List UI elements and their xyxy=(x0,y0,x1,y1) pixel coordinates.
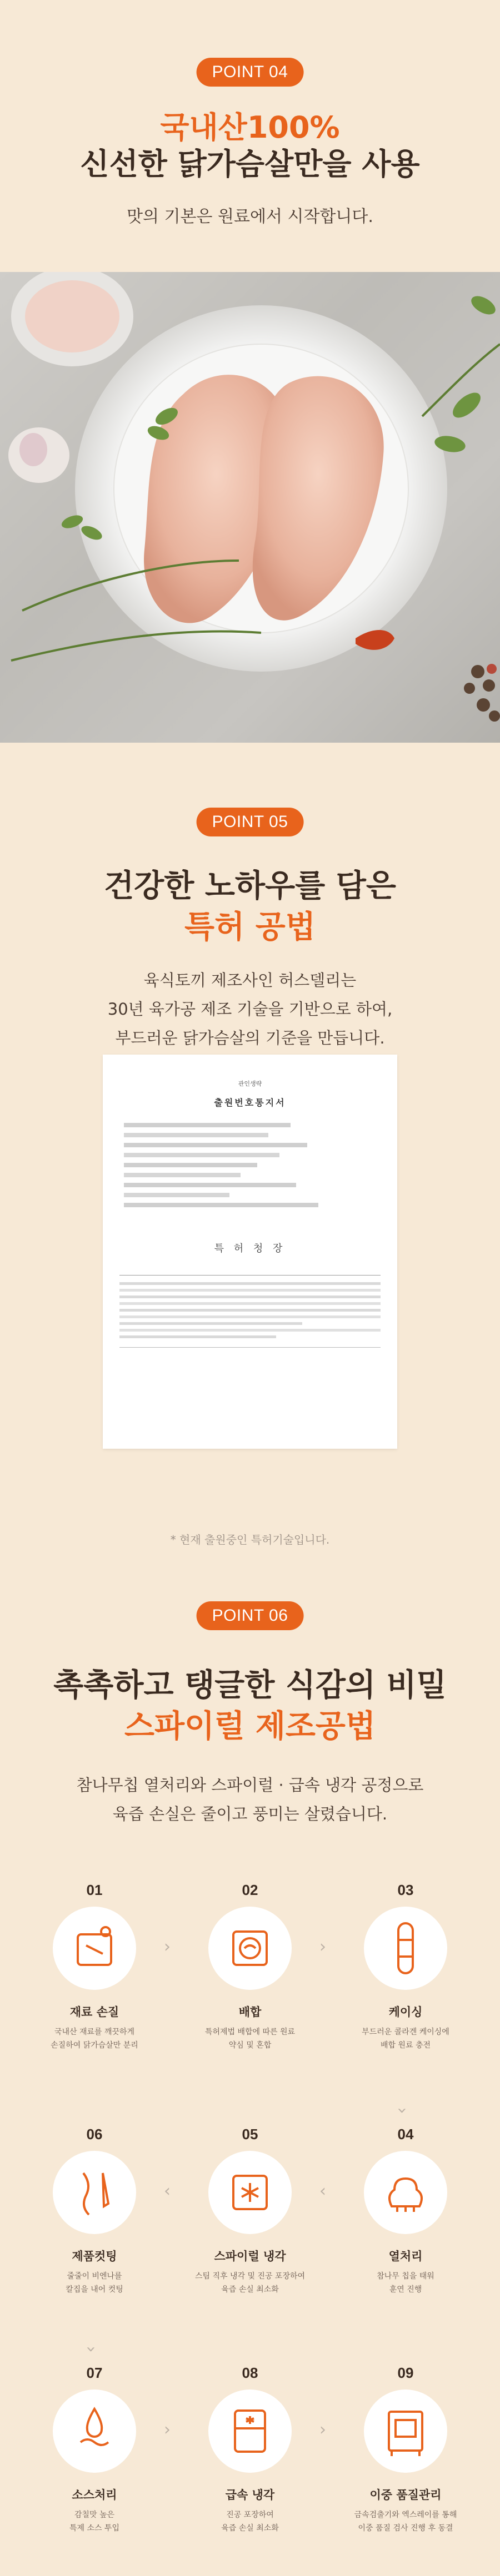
point06-desc-line1: 참나무칩 열처리와 스파이럴 · 급속 냉각 공정으로 xyxy=(76,1776,424,1794)
point04-title-line2: 신선한 닭가슴살만을 사용 xyxy=(80,147,420,182)
process-step xyxy=(186,2126,314,2296)
point05-desc-line1: 육식토끼 제조사인 허스델리는 xyxy=(143,971,357,990)
process-step xyxy=(31,1882,158,2052)
patent-document xyxy=(103,1055,397,1449)
point04-subtitle: 맛의 기본은 원료에서 시작합니다. xyxy=(127,207,373,226)
step-description xyxy=(31,2025,158,2052)
cooling-snowflake-icon xyxy=(208,2151,292,2234)
patent-doc-header: 관인생략 xyxy=(238,1080,262,1087)
step-desc-line: 손질하여 닭가슴살만 분리 xyxy=(51,2041,138,2050)
step-number: 07 xyxy=(86,2365,103,2381)
point06-badge: POINT 06 xyxy=(197,1601,304,1630)
process-step xyxy=(342,1882,469,2052)
step-description xyxy=(186,2025,314,2052)
point06-description xyxy=(0,1771,500,1828)
point04-badge: POINT 04 xyxy=(197,58,304,87)
arrow-down-icon: › xyxy=(392,2107,412,2114)
chicken-breast-photo xyxy=(0,272,500,743)
arrow-right-icon: › xyxy=(319,1937,326,1957)
freezer-icon xyxy=(208,2390,292,2473)
patent-doc-title: 출원번호통지서 xyxy=(214,1097,286,1108)
step-number: 06 xyxy=(86,2126,103,2143)
patent-doc-notes xyxy=(119,1282,381,1338)
step-desc-line: 금속검출기와 엑스레이를 통해 xyxy=(354,2511,457,2519)
arrow-right-icon: › xyxy=(319,2420,326,2439)
process-step xyxy=(342,2126,469,2296)
patent-doc-office: 특 허 청 장 xyxy=(214,1243,286,1254)
arrow-left-icon: ‹ xyxy=(319,2181,326,2201)
point05-badge: POINT 05 xyxy=(197,808,304,836)
step-title: 스파이럴 냉각 xyxy=(214,2250,286,2263)
process-step xyxy=(186,1882,314,2052)
chicken-breast-illustration xyxy=(0,272,500,743)
step-number: 08 xyxy=(242,2365,258,2381)
process-step xyxy=(186,2365,314,2535)
sauce-drop-icon xyxy=(53,2390,136,2473)
point05-title-line1: 건강한 노하우를 담은 xyxy=(104,868,396,904)
step-desc-line: 약심 및 혼합 xyxy=(228,2041,272,2050)
step-title: 급속 냉각 xyxy=(225,2488,275,2502)
step-description xyxy=(342,2270,469,2296)
step-number: 01 xyxy=(86,1882,103,1898)
step-title: 케이싱 xyxy=(388,2005,423,2019)
step-description xyxy=(186,2508,314,2535)
point04-title xyxy=(0,109,500,183)
step-number: 02 xyxy=(242,1882,258,1898)
smoke-fire-icon xyxy=(364,2151,447,2234)
arrow-right-icon: › xyxy=(164,1937,171,1957)
step-title: 소스처리 xyxy=(72,2488,117,2502)
process-step xyxy=(31,2365,158,2535)
step-desc-line: 국내산 재료를 깨끗하게 xyxy=(54,2028,135,2036)
step-number: 04 xyxy=(397,2126,414,2143)
point05-title-line2: 특허 공법 xyxy=(184,909,316,945)
step-desc-line: 진공 포장하여 xyxy=(226,2511,274,2519)
step-title: 재료 손질 xyxy=(69,2005,119,2019)
step-desc-line: 이중 품질 검사 진행 후 동결 xyxy=(358,2524,453,2533)
step-number: 03 xyxy=(397,1882,414,1898)
step-description xyxy=(186,2270,314,2296)
step-description xyxy=(342,2025,469,2052)
point05-desc-line3: 부드러운 닭가슴살의 기준을 만듭니다. xyxy=(115,1029,385,1047)
point05-title xyxy=(0,866,500,948)
point05-description xyxy=(0,966,500,1052)
point05-desc-line2: 30년 육가공 제조 기술을 기반으로 하여, xyxy=(107,1000,393,1019)
step-desc-line: 칼집을 내어 컷팅 xyxy=(66,2285,123,2294)
step-desc-line: 배합 원료 충전 xyxy=(380,2041,431,2050)
xray-scanner-icon xyxy=(364,2390,447,2473)
step-number: 05 xyxy=(242,2126,258,2143)
step-desc-line: 특허제법 배합에 따른 원료 xyxy=(204,2028,296,2036)
step-description xyxy=(31,2508,158,2535)
step-desc-line: 스팀 직후 냉각 및 진공 포장하여 xyxy=(194,2272,306,2281)
step-desc-line: 특제 소스 투입 xyxy=(69,2524,120,2533)
step-desc-line: 육즙 손실 최소화 xyxy=(221,2285,279,2294)
step-desc-line: 육즙 손실 최소화 xyxy=(221,2524,279,2533)
step-title: 열처리 xyxy=(388,2250,423,2263)
step-title: 제품컷팅 xyxy=(72,2250,117,2263)
patent-doc-fields xyxy=(124,1123,397,1207)
cutting-board-icon xyxy=(53,1907,136,1990)
step-desc-line: 부드러운 콜라겐 케이싱에 xyxy=(362,2028,449,2036)
arrow-left-icon: ‹ xyxy=(164,2181,171,2201)
step-title: 배합 xyxy=(238,2005,262,2019)
step-desc-line: 훈연 진행 xyxy=(389,2285,422,2294)
step-number: 09 xyxy=(397,2365,414,2381)
process-step xyxy=(31,2126,158,2296)
point04-title-line1: 국내산100% xyxy=(160,110,340,145)
step-desc-line: 줄줄이 비엔나를 xyxy=(67,2272,122,2281)
step-desc-line: 감칠맛 높은 xyxy=(74,2511,115,2519)
patent-caption: * 현재 출원중인 특허기술입니다. xyxy=(170,1533,330,1546)
point06-title-line1: 촉촉하고 탱글한 식감의 비밀 xyxy=(53,1667,447,1703)
arrow-right-icon: › xyxy=(164,2420,171,2439)
step-description xyxy=(31,2270,158,2296)
point06-title xyxy=(0,1665,500,1747)
step-title: 이중 품질관리 xyxy=(369,2488,442,2502)
point06-title-line2: 스파이럴 제조공법 xyxy=(124,1708,376,1745)
arrow-down-icon: › xyxy=(81,2346,101,2353)
step-desc-line: 참나무 칩을 태워 xyxy=(377,2272,434,2281)
point04-section xyxy=(0,0,500,226)
process-step xyxy=(342,2365,469,2535)
step-description xyxy=(342,2508,469,2535)
sausage-icon xyxy=(364,1907,447,1990)
knife-sausage-icon xyxy=(53,2151,136,2234)
point06-desc-line2: 육즙 손실은 줄이고 풍미는 살렸습니다. xyxy=(112,1804,388,1823)
mixing-bowl-icon xyxy=(208,1907,292,1990)
